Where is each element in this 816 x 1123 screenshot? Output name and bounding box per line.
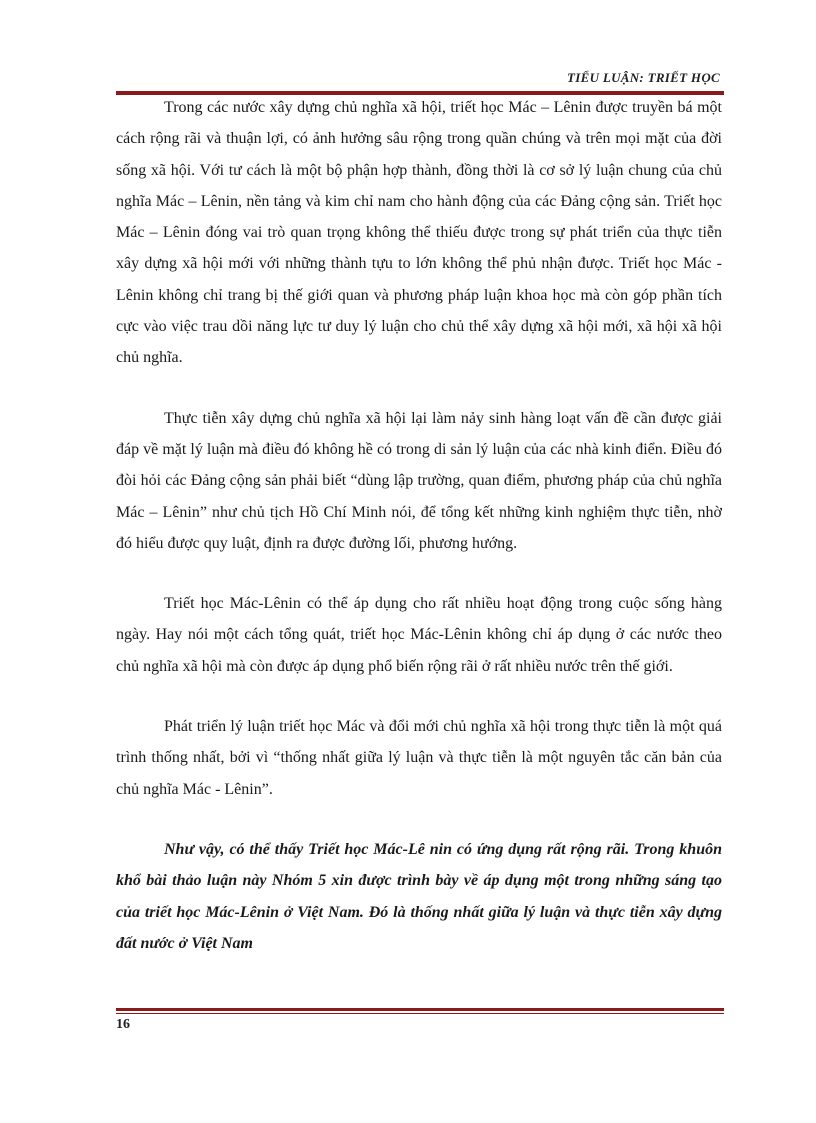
paragraph: Phát triển lý luận triết học Mác và đổi mới chủ nghĩa xã hội trong thực tiễn là một quá trình thống nhất, bởi vì “thống nhất giữa lý luận và thực tiễn là một nguyên tắc căn bản của chủ nghĩa Mác - Lênin”. (116, 718, 722, 798)
paragraph: Triết học Mác-Lênin có thể áp dụng cho rất nhiều hoạt động trong cuộc sống hàng ngày. Hay nói một cách tổng quát, triết học Mác-Lênin không chỉ áp dụng ở các nước theo chủ nghĩa xã hội mà còn được áp dụng phổ biến rộng rãi ở rất nhiều nước trên thế giới. (116, 595, 722, 675)
page-number: 16 (116, 1017, 130, 1032)
conclusion-paragraph: Như vậy, có thể thấy Triết học Mác-Lê nin có ứng dụng rất rộng rãi. Trong khuôn khổ bài thảo luận này Nhóm 5 xin được trình bày về áp dụng một trong những sáng tạo của triết học Mác-Lênin ở Việt Nam. Đó là thống nhất giữa lý luận và thực tiễn xây dựng đất nước ở Việt Nam (116, 840, 722, 952)
paragraph: Trong các nước xây dựng chủ nghĩa xã hội, triết học Mác – Lênin được truyền bá một cách rộng rãi và thuận lợi, có ảnh hưởng sâu rộng trong quần chúng và trên mọi mặt của đời sống xã hội. Với tư cách là một bộ phận hợp thành, đồng thời là cơ sở lý luận chung của chủ nghĩa Mác – Lênin, nền tảng và kim chỉ nam cho hành động của các Đảng cộng sản. Triết học Mác – Lênin đóng vai trò quan trọng không thể thiếu được trong sự phát triển của thực tiễn xây dựng xã hội mới với những thành tựu to lớn không thể phủ nhận được. Triết học Mác - Lênin không chỉ trang bị thế giới quan và phương pháp luận khoa học mà còn góp phần tích cực vào việc trau dồi năng lực tư duy lý luận cho chủ thể xây dựng xã hội mới, xã hội xã hội chủ nghĩa. (116, 99, 722, 367)
document-body (116, 92, 722, 988)
paragraph: Thực tiễn xây dựng chủ nghĩa xã hội lại làm nảy sinh hàng loạt vấn đề cần được giải đáp về mặt lý luận mà điều đó không hề có trong di sản lý luận của các nhà kinh điển. Điều đó đòi hỏi các Đảng cộng sản phải biết “dùng lập trường, quan điểm, phương pháp của chủ nghĩa Mác – Lênin” như chủ tịch Hồ Chí Minh nói, để tổng kết những kinh nghiệm thực tiễn, nhờ đó hiểu được quy luật, định ra được đường lối, phương hướng. (116, 409, 722, 552)
footer-divider (116, 1008, 724, 1016)
page-header-title: TIỂU LUẬN: TRIẾT HỌC (567, 70, 720, 85)
